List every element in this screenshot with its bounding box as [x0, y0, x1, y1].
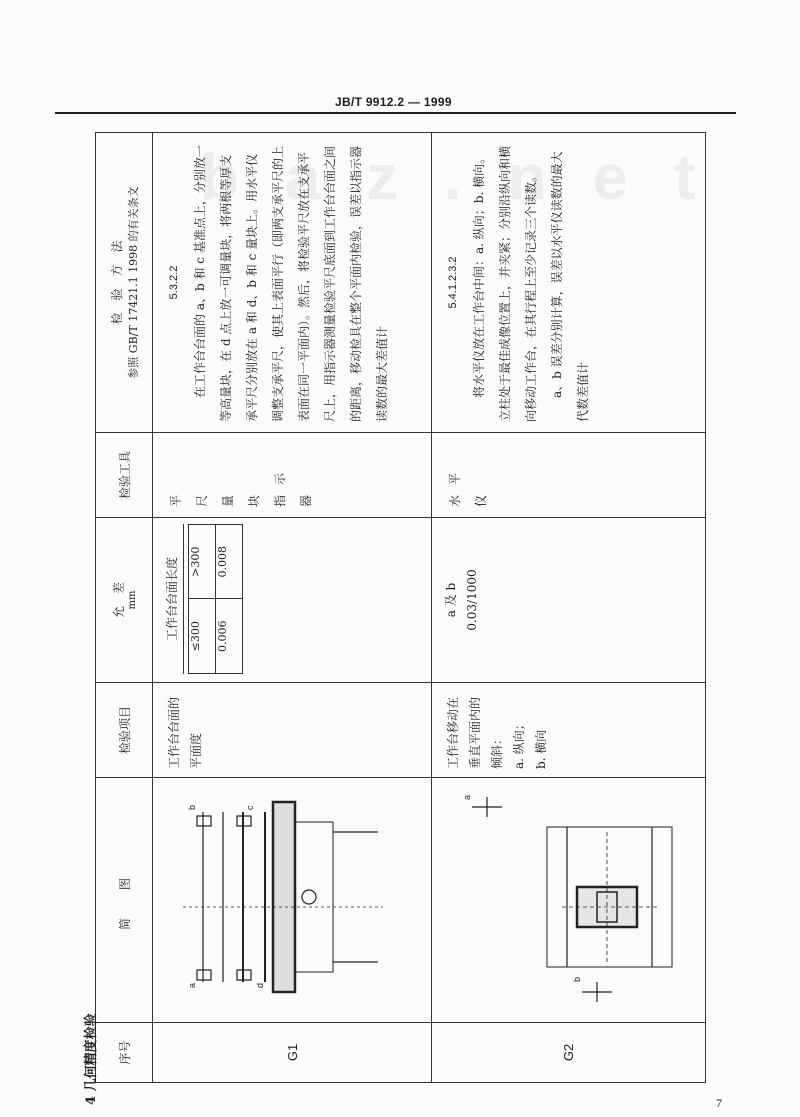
header-tolerance: 允 差 mm — [96, 518, 153, 683]
item-g2-title: 工作台移动在垂直平面内的倾斜： — [446, 696, 504, 769]
watermark: b a z . n e t — [200, 141, 710, 213]
tool-g1 — [153, 433, 432, 518]
row-number-g1: G1 — [153, 1023, 432, 1083]
tolerance-g2-value: 0.03/1000 — [465, 569, 479, 631]
rotated-table-container — [95, 133, 705, 1083]
method-g1 — [153, 133, 432, 433]
page-number: 7 — [716, 1096, 722, 1110]
figure-g1 — [153, 778, 432, 1023]
header-method: 检 验 方 法 参照 GB/T 17421.1 1998 的有关条文 — [96, 133, 153, 433]
header-tool: 检验工具 — [96, 433, 153, 518]
fig-g2-label-b: b — [572, 976, 582, 982]
figure-g2-drawing — [432, 777, 702, 1022]
tool-g1-gauge-block: 量 块 — [221, 462, 261, 507]
tool-g2 — [432, 433, 706, 518]
method-g1-section: 5.3.2.2 — [168, 265, 180, 300]
header-no: 序号 — [96, 1023, 153, 1083]
standard-number: JB/T 9912.2 — 1999 — [335, 95, 452, 109]
table-header-row — [96, 133, 153, 1083]
tool-g1-indicator: 指示器 — [273, 462, 313, 507]
table-row-g1 — [153, 133, 432, 1083]
header-figure: 简 图 — [96, 778, 153, 1023]
method-g2-text: 将水平仪放在工作台中间：a. 纵向；b. 横向。立柱处于最佳成像位置上，并夹紧；分别沿纵向和横向移动工作台，在其行程上至少记录三个读数。 — [472, 145, 538, 422]
section-title: 4 几何精度检验 — [84, 1013, 99, 1105]
fig-g2-label-a: a — [462, 794, 472, 800]
header-item: 检验项目 — [96, 683, 153, 778]
figure-g2 — [432, 778, 706, 1023]
item-g1: 工作台台面的平面度 — [153, 683, 432, 778]
tolerance-g2-label: a 及 b — [444, 582, 458, 618]
tolerance-g1-val1: 0.006 — [216, 599, 243, 674]
tolerance-g2 — [432, 518, 706, 683]
inspection-table — [95, 132, 706, 1083]
figure-g1-drawing — [153, 777, 428, 1022]
tolerance-g1-table — [188, 524, 243, 674]
fig-g1-label-c: c — [245, 805, 255, 810]
header-rule — [55, 112, 736, 114]
method-g2-text-2: a、b 误差分别计算，误差以水平仪读数的最大代数差值计 — [550, 151, 590, 422]
tolerance-g1-col2: >300 — [189, 525, 216, 600]
header-method-ref: 参照 GB/T 17421.1 1998 的有关条文 — [126, 186, 140, 379]
table-row-g2 — [432, 133, 706, 1083]
method-g2-section: 5.4.1.2.3.2 — [447, 256, 459, 309]
tolerance-g1 — [153, 518, 432, 683]
tolerance-g1-header: 工作台台面长度 — [163, 524, 184, 674]
fig-g1-label-d: d — [255, 982, 265, 988]
item-g2-b: b. 横向 — [534, 729, 548, 769]
row-number-g2: G2 — [432, 1023, 706, 1083]
method-g1-text: 在工作台台面的 a、b 和 c 基准点上，分别放一等高量块，在 d 点上放一可调量块，将两根等厚支承平尺分别放在 a 和 d、b 和 c 量块上。用水平仪调整支承平尺，使其上表面平行（即两支承平尺的上表面在同一平面内）。然后，将检验平尺放在支承平尺上，用指示器测量检验平尺底面到工作台台面之间的距离，移动检具在整个平面内检验，误差以指示器读数的最大差值计 — [193, 145, 389, 422]
tolerance-g1-col1: ≤300 — [189, 599, 216, 674]
tool-g2-level: 水平仪 — [448, 462, 488, 507]
method-g2 — [432, 133, 706, 433]
fig-g1-label-b: b — [187, 804, 197, 810]
header-tolerance-unit: mm — [127, 590, 138, 610]
tool-g1-straightedge: 平 尺 — [169, 462, 209, 507]
item-g2-a: a. 纵向； — [512, 718, 526, 769]
tolerance-g1-val2: 0.008 — [216, 525, 243, 600]
item-g2 — [432, 683, 706, 778]
fig-g1-label-a: a — [187, 982, 197, 988]
